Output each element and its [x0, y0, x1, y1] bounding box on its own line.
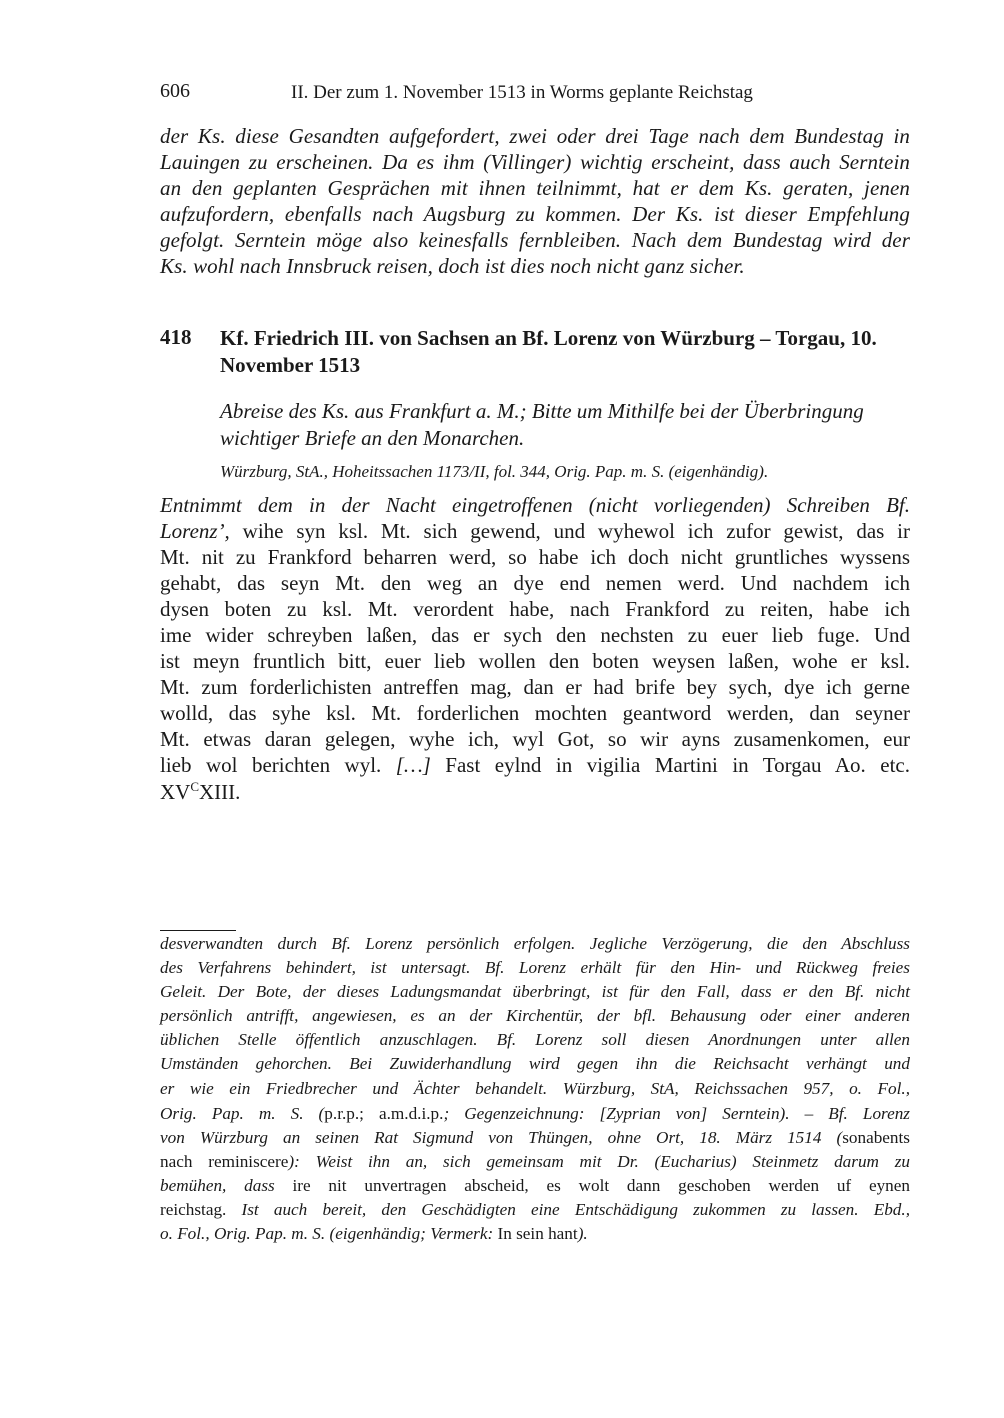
- text-span: von Würzburg an seinen Rat Sigmund von Thüngen, ohne Ort, 18. März 1514 (: [160, 1128, 843, 1147]
- omission-mark: […]: [395, 753, 431, 777]
- document-regest: Abreise des Ks. aus Frankfurt a. M.; Bitte um Mithilfe bei der Überbringung wichtiger Briefe an den Monarchen.: [220, 399, 864, 450]
- text-span: wihe syn ksl. Mt. sich gewend, und wyhewol ich zufor gewist, das ir: [229, 519, 910, 543]
- footnote-line: desverwandten durch Bf. Lorenz persönlich erfolgen. Jegliche Verzögerung, die den Abschluss: [160, 934, 910, 953]
- text-span: sonabents: [842, 1128, 910, 1147]
- text-line: Mt. nit zu Frankford beharren werd, so habe ich doch nicht gruntliches wyssens: [160, 545, 910, 569]
- text-line: ist meyn fruntlich bitt, euer lieb wollen den boten weysen laßen, wohe er ksl.: [160, 649, 910, 673]
- text-span: XIII.: [199, 780, 241, 804]
- text-line: Mt. etwas daran gelegen, wyhe ich, wyl Got, so wir ayns zusamenkomen, eur: [160, 727, 910, 751]
- text-span: ire nit unvertragen abscheid, es wolt dann geschoben werden uf eynen: [274, 1176, 910, 1195]
- text-line: Lauingen zu erscheinen. Da es ihm (Villinger) wichtig erscheint, dass auch Serntein: [160, 150, 910, 174]
- text-span: nach reminiscere: [160, 1152, 289, 1171]
- footnote-line: des Verfahrens behindert, ist untersagt. Bf. Lorenz erhält für den Hin- und Rückweg freies: [160, 958, 910, 977]
- text-line: Mt. zum forderlichisten antreffen mag, dan er had brife bey sych, dye ich gerne: [160, 675, 910, 699]
- running-head: [160, 80, 910, 106]
- text-line: an den geplanten Gesprächen mit ihnen teilnimmt, hat er dem Ks. geraten, jenen: [160, 176, 910, 200]
- text-line: wolld, das syhe ksl. Mt. forderlichen mochten geantword werden, dan seyner: [160, 701, 910, 725]
- text-line: [160, 779, 910, 805]
- running-title: II. Der zum 1. November 1513 in Worms geplante Reichstag: [291, 82, 753, 103]
- text-span: In sein hant: [493, 1224, 578, 1243]
- text-span: a.m.d.i.p.: [363, 1104, 444, 1123]
- footnote-line: persönlich antrifft, angewiesen, es an der Kirchentür, der bfl. Behausung oder einer anderen: [160, 1006, 910, 1025]
- text-span: reichstag.: [160, 1200, 227, 1219]
- text-line: Entnimmt dem in der Nacht eingetroffenen (nicht vorliegenden) Schreiben Bf.: [160, 493, 910, 517]
- text-line: Ks. wohl nach Innsbruck reisen, doch ist dies noch nicht ganz sicher.: [160, 254, 745, 278]
- footnote-line: [160, 1176, 910, 1196]
- text-span: Ist auch bereit, den Geschädigten eine Entschädigung zukommen zu lassen. Ebd.,: [226, 1200, 910, 1219]
- text-line: dysen boten zu ksl. Mt. verordent habe, nach Frankford zu reiten, habe ich: [160, 597, 910, 621]
- document-number: 418: [160, 325, 192, 349]
- footnote-line: Umständen gehorchen. Bei Zuwiderhandlung wird gegen ihn die Reichsacht verhängt und: [160, 1054, 910, 1073]
- footnote-line: er wie ein Friedbrecher und Ächter behandelt. Würzburg, StA, Reichssachen 957, o. Fol.,: [160, 1079, 910, 1098]
- footnote-line: üblichen Stelle öffentlich anzuschlagen. Bf. Lorenz soll diesen Anordnungen unter allen: [160, 1030, 910, 1049]
- footnote-line: [160, 1200, 910, 1220]
- text-span: Orig. Pap. m. S. (: [160, 1104, 325, 1123]
- text-line: [160, 753, 910, 778]
- footnote-line: [160, 1224, 910, 1244]
- page-number: 606: [160, 80, 190, 102]
- footnote-line: [160, 1104, 910, 1124]
- footnote-line: Geleit. Der Bote, der dieses Ladungsmandat überbringt, ist für den Fall, dass er den Bf. nicht: [160, 982, 910, 1001]
- text-line: gehabt, das seyn Mt. den weg an dye end nemen werd. Und nachdem ich: [160, 571, 910, 595]
- text-span: bemühen, dass: [160, 1176, 275, 1195]
- text-span: p.r.p.;: [324, 1104, 364, 1123]
- footnote-line: [160, 1128, 910, 1148]
- footnote-rule: [160, 930, 236, 931]
- text-line: aufzufordern, ebenfalls nach Augsburg zu kommen. Der Ks. ist dieser Empfehlung: [160, 202, 910, 226]
- text-line: [160, 519, 910, 544]
- superscript: C: [190, 779, 200, 794]
- text-line: der Ks. diese Gesandten aufgefordert, zwei oder drei Tage nach dem Bundestag in: [160, 124, 910, 148]
- text-span: Lorenz’,: [160, 519, 230, 543]
- text-span: ).: [577, 1224, 588, 1243]
- text-line: gefolgt. Serntein möge also keinesfalls fernbleiben. Nach dem Bundestag wird der: [160, 228, 910, 252]
- text-span: o. Fol., Orig. Pap. m. S. (eigenhändig; Vermerk:: [160, 1224, 494, 1243]
- document-source: Würzburg, StA., Hoheitssachen 1173/II, fol. 344, Orig. Pap. m. S. (eigenhändig).: [220, 462, 769, 481]
- document-title: Kf. Friedrich III. von Sachsen an Bf. Lorenz von Würzburg – Torgau, 10. November 1513: [220, 326, 877, 377]
- footnote-line: [160, 1152, 910, 1172]
- text-span: Fast eylnd in vigilia Martini in Torgau Ao. etc.: [430, 753, 910, 777]
- text-span: ; Gegenzeichnung: [Zyprian von] Serntein). – Bf. Lorenz: [443, 1104, 910, 1123]
- text-span: lieb wol berichten wyl.: [160, 753, 396, 777]
- text-line: ime wider schreyben laßen, das er sych den nechsten zu euer lieb fuge. Und: [160, 623, 910, 647]
- text-span: ): Weist ihn an, sich gemeinsam mit Dr. (Eucharius) Steinmetz darum zu: [288, 1152, 911, 1171]
- text-span: XV: [160, 780, 191, 804]
